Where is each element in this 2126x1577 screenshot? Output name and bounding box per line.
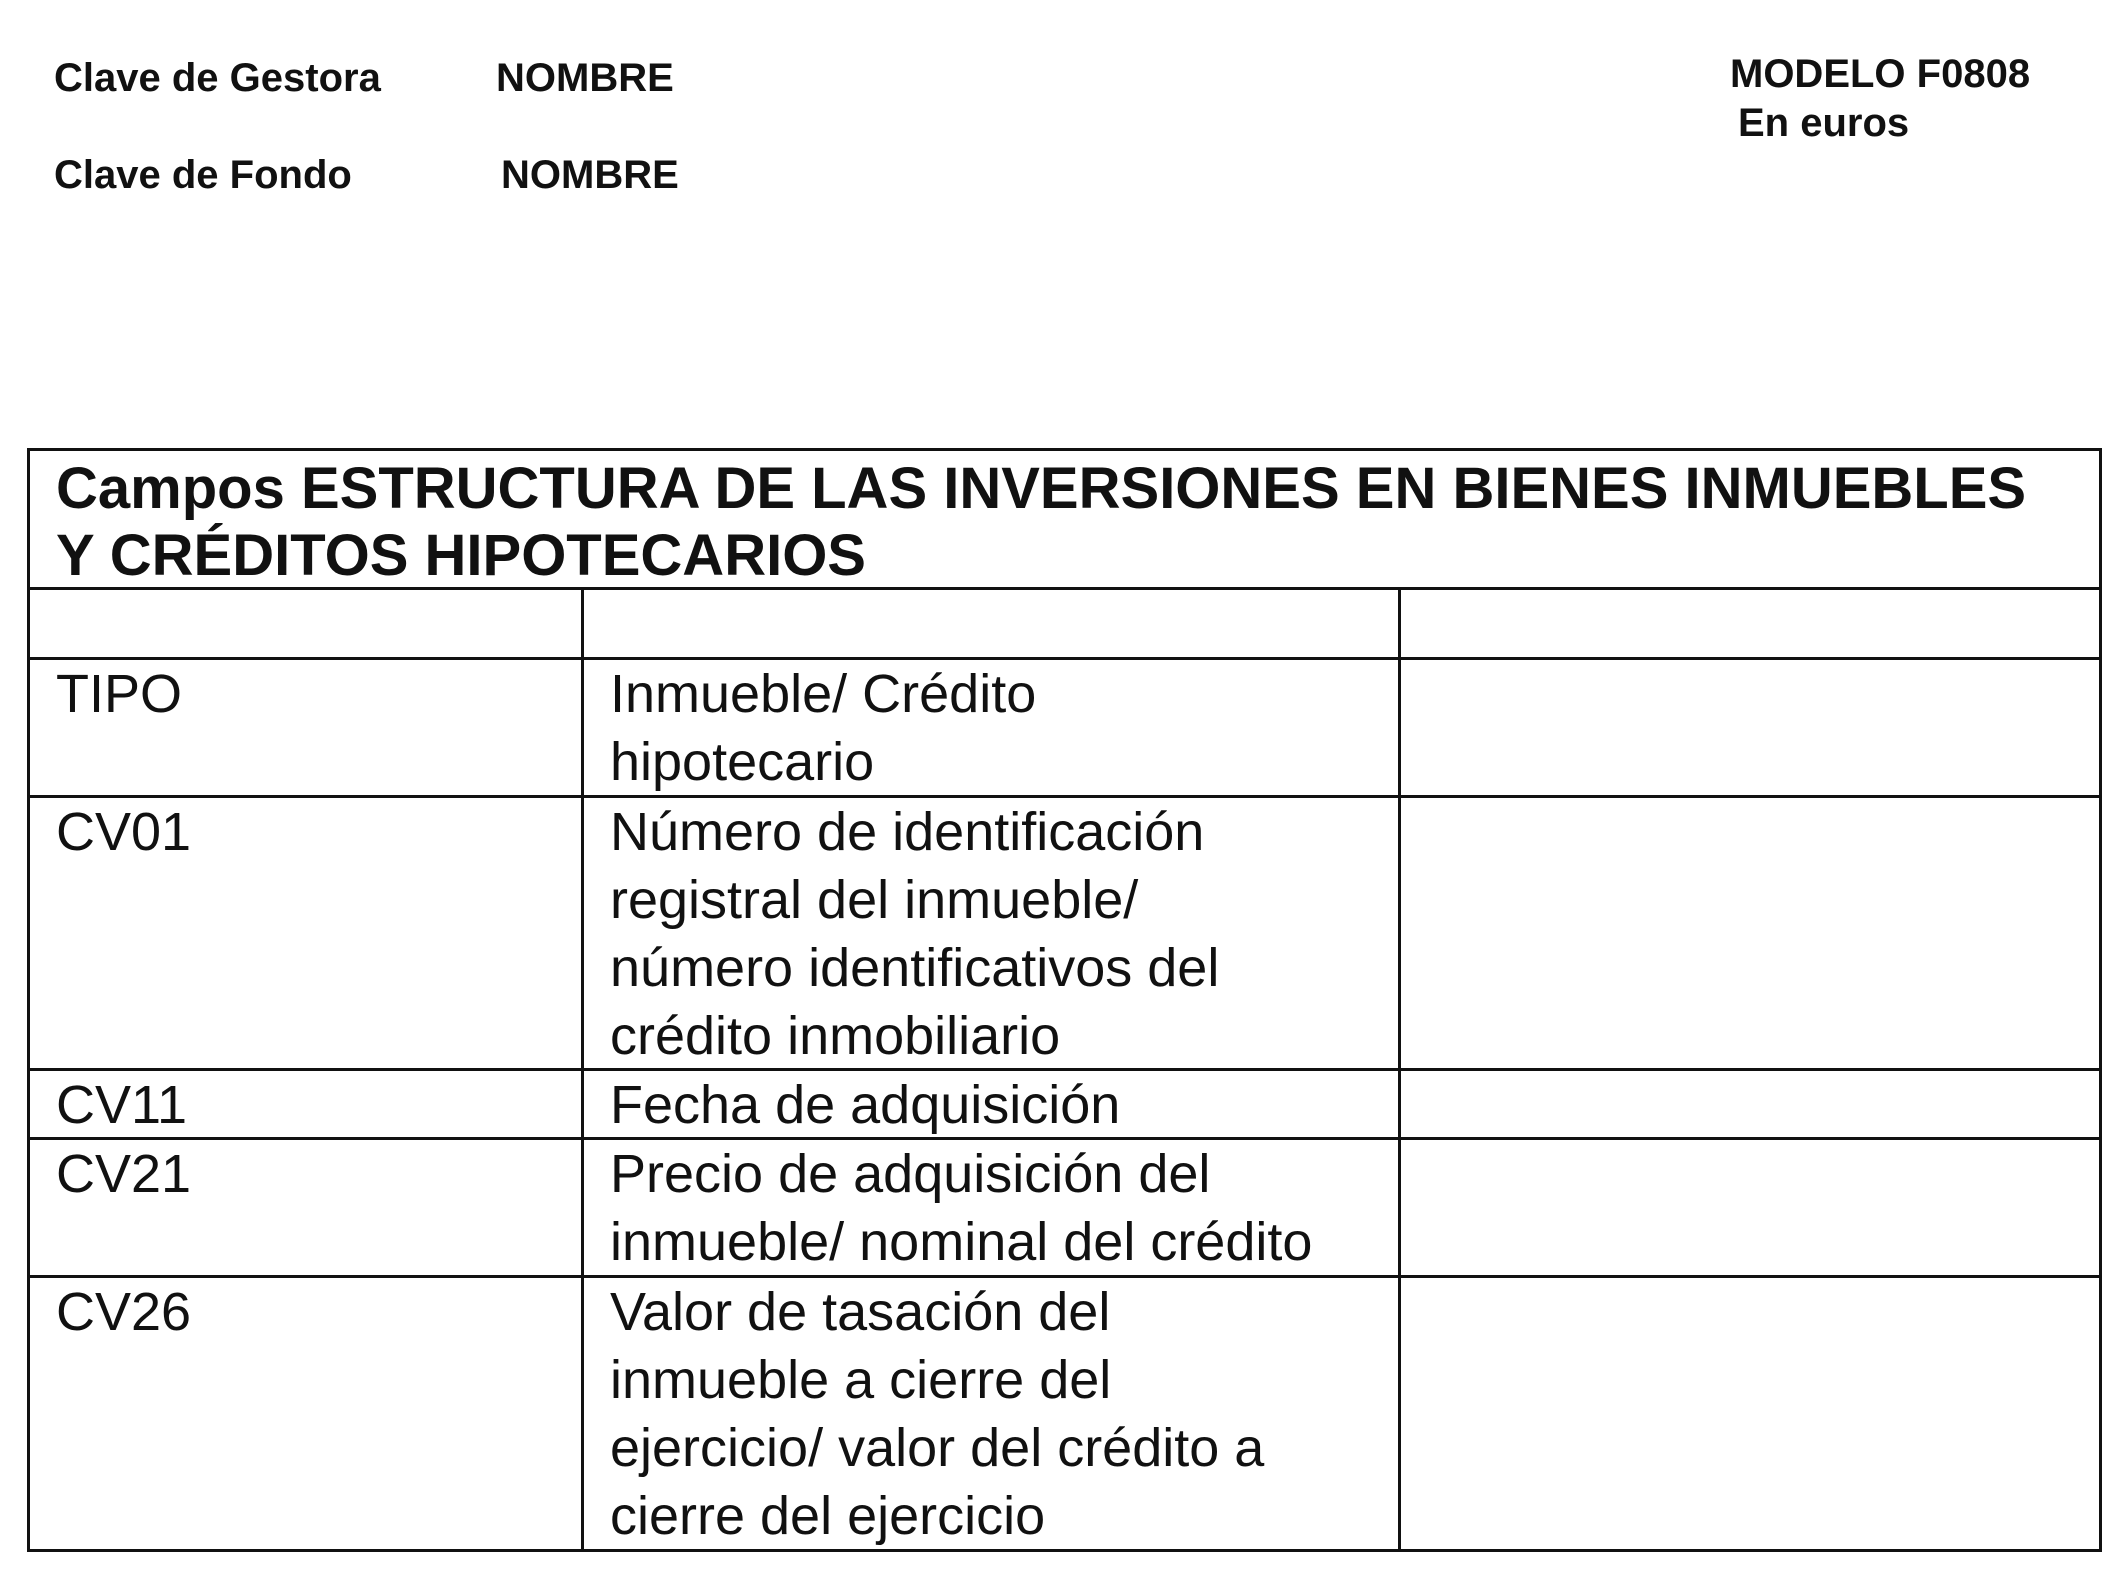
- field-code: CV01: [56, 802, 192, 862]
- field-value-cell: [1401, 1140, 2099, 1275]
- table-row: [30, 590, 2099, 660]
- field-code-cell: [30, 1140, 584, 1275]
- field-code-cell: [30, 1278, 584, 1549]
- field-description: Inmueble/ Crédito hipotecario: [610, 664, 1037, 792]
- field-description: Fecha de adquisición: [610, 1075, 1121, 1135]
- table-row: [30, 1140, 2099, 1278]
- field-code-cell: [30, 798, 584, 1068]
- fields-table: [27, 448, 2102, 1552]
- table-row: [30, 798, 2099, 1071]
- fondo-value: NOMBRE: [501, 153, 679, 197]
- field-value-cell: [1401, 1071, 2099, 1137]
- fondo-label: Clave de Fondo: [54, 153, 352, 197]
- gestora-value: NOMBRE: [496, 56, 674, 100]
- field-code: CV11: [56, 1075, 188, 1135]
- field-code: TIPO: [56, 664, 183, 724]
- table-title-text: Campos ESTRUCTURA DE LAS INVERSIONES EN BIENES INMUEBLES Y CRÉDITOS HIPOTECARIOS: [56, 456, 2027, 588]
- field-code-cell: [30, 1071, 584, 1137]
- table-title: [30, 451, 2099, 590]
- gestora-label: Clave de Gestora: [54, 56, 381, 100]
- currency-note: En euros: [1738, 101, 1910, 145]
- table-row: [30, 1071, 2099, 1140]
- field-code: CV26: [56, 1282, 192, 1342]
- field-description: Número de identificación registral del inmueble/ número identificativos del crédito inmobiliario: [610, 802, 1220, 1066]
- field-code-cell: [30, 590, 584, 657]
- field-description-cell: [584, 1278, 1401, 1549]
- field-description: Valor de tasación del inmueble a cierre del ejercicio/ valor del crédito a cierre del ejercicio: [610, 1282, 1265, 1546]
- field-value-cell: [1401, 590, 2099, 657]
- field-code-cell: [30, 660, 584, 795]
- table-row: [30, 1278, 2099, 1549]
- field-value-cell: [1401, 798, 2099, 1068]
- field-description: Precio de adquisición del inmueble/ nominal del crédito: [610, 1144, 1313, 1272]
- table-row: [30, 660, 2099, 798]
- field-description-cell: [584, 798, 1401, 1068]
- field-description-cell: [584, 1071, 1401, 1137]
- field-description-cell: [584, 1140, 1401, 1275]
- field-code: CV21: [56, 1144, 192, 1204]
- field-value-cell: [1401, 660, 2099, 795]
- field-value-cell: [1401, 1278, 2099, 1549]
- model-code: MODELO F0808: [1730, 52, 2031, 96]
- field-description-cell: [584, 590, 1401, 657]
- field-description-cell: [584, 660, 1401, 795]
